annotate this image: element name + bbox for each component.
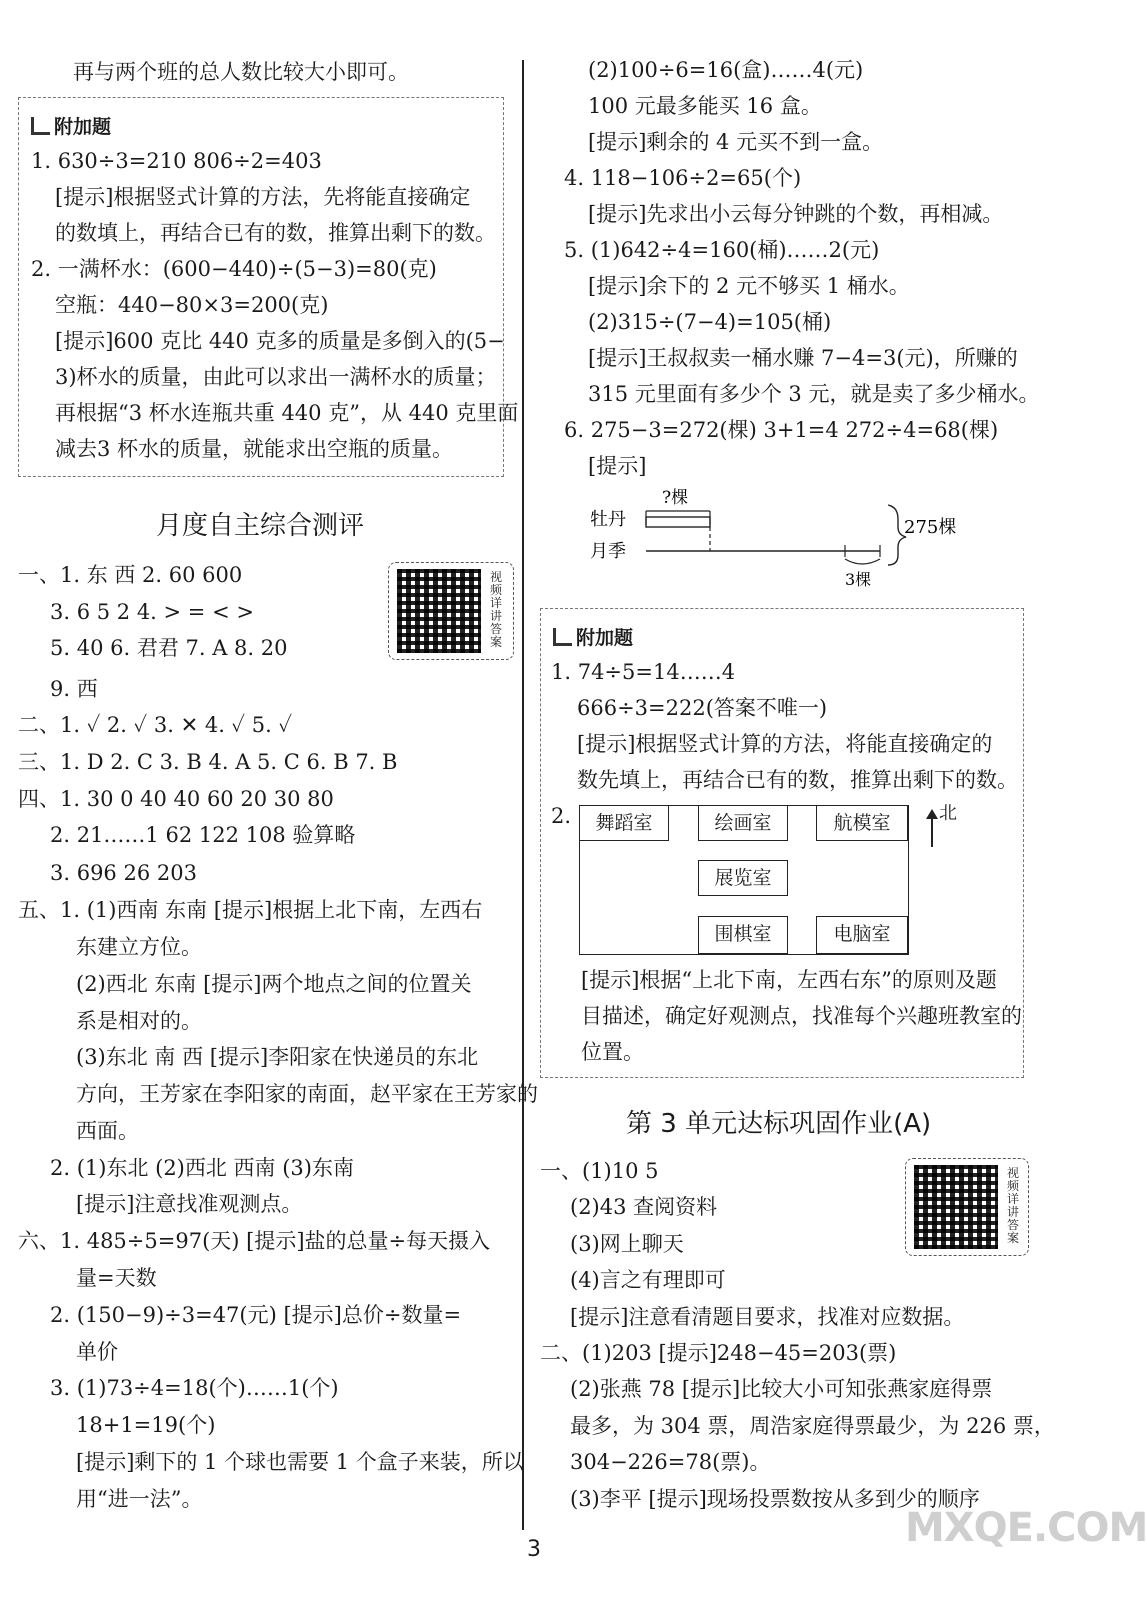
answer-line: 系是相对的。 (76, 1009, 202, 1033)
answer-line: 量=天数 (76, 1266, 157, 1290)
section-title-2: 第 3 单元达标巩固作业(A) (626, 1109, 932, 1139)
diagram-label-peony: 牡丹 (590, 509, 626, 530)
text-line: 4. 118−106÷2=65(个) (564, 166, 802, 190)
text-line: [提示]根据“上北下南，左西右东”的原则及题 (581, 968, 997, 992)
text-line: 666÷3=222(答案不唯一) (577, 696, 828, 720)
text-line: [提示]剩余的 4 元买不到一盒。 (588, 130, 884, 154)
box-icon (553, 628, 572, 646)
answer-line: 2. (1)东北 (2)西北 西南 (3)东南 (50, 1156, 354, 1180)
qr-code-box-2[interactable] (905, 1158, 1029, 1256)
answer-line: (3)网上聊天 (570, 1232, 684, 1256)
answer-line: (2)西北 东南 [提示]两个地点之间的位置关 (76, 972, 472, 996)
north-label: 北 (939, 803, 957, 824)
answer-line: 2. (150−9)÷3=47(元) [提示]总价÷数量= (50, 1303, 462, 1327)
answer-line: 二、(1)203 [提示]248−45=203(票) (540, 1341, 897, 1365)
extra-question-box-2 (540, 608, 1024, 1078)
extra-question-title-2: 附加题 (553, 623, 633, 650)
answer-line: 西面。 (76, 1119, 139, 1143)
answer-line: 18+1=19(个) (76, 1413, 216, 1437)
answer-line: 一、(1)10 5 (540, 1159, 659, 1183)
answer-line: 5. 40 6. 君君 7. A 8. 20 (50, 636, 288, 660)
question-number: 2. (551, 804, 572, 828)
text-line: 315 元里面有多少个 3 元，就是卖了多少桶水。 (588, 382, 1040, 406)
text-line: (2)100÷6=16(盒)……4(元) (588, 58, 864, 82)
text-line: 1. 74÷5=14……4 (551, 660, 736, 684)
text-line: [提示]王叔叔卖一桶水赚 7−4=3(元)，所赚的 (588, 346, 1018, 370)
answer-line: 四、1. 30 0 40 40 60 20 30 80 (18, 787, 334, 811)
page-number: 3 (527, 1537, 541, 1562)
answer-line: [提示]注意看清题目要求，找准对应数据。 (570, 1305, 965, 1329)
room-painting: 绘画室 (698, 805, 788, 841)
text-line: 再根据“3 杯水连瓶共重 440 克”，从 440 克里面 (55, 401, 519, 425)
text-line: 空瓶：440−80×3=200(克) (55, 293, 329, 317)
answer-line: 东建立方位。 (76, 935, 202, 959)
text-line: 位置。 (581, 1040, 644, 1064)
classroom-map (579, 805, 909, 955)
room-exhibition: 展览室 (698, 860, 788, 896)
answer-line: 3. 696 26 203 (50, 861, 197, 885)
answer-line: 五、1. (1)西南 东南 [提示]根据上北下南，左西右 (18, 898, 483, 922)
text-line: 再与两个班的总人数比较大小即可。 (73, 60, 409, 84)
answer-line: (3)东北 南 西 [提示]李阳家在快递员的东北 (76, 1045, 479, 1069)
answer-line: 三、1. D 2. C 3. B 4. A 5. C 6. B 7. B (18, 750, 398, 774)
room-model: 航模室 (816, 805, 908, 841)
text-line: [提示]根据竖式计算的方法，将能直接确定的 (577, 732, 993, 756)
answer-line: (4)言之有理即可 (570, 1268, 726, 1292)
answer-line: 3. 6 5 2 4. > = < > (50, 600, 254, 624)
text-line: [提示]根据竖式计算的方法，先将能直接确定 (55, 185, 471, 209)
answer-line: [提示]注意找准观测点。 (76, 1192, 303, 1216)
answer-line: 3. (1)73÷4=18(个)……1(个) (50, 1376, 339, 1400)
answer-line: 9. 西 (50, 677, 98, 701)
text-line: [提示] (588, 454, 647, 478)
text-line: 1. 630÷3=210 806÷2=403 (31, 149, 322, 173)
answer-line: [提示]剩下的 1 个球也需要 1 个盒子来装，所以 (76, 1450, 524, 1474)
text-line: 100 元最多能买 16 盒。 (588, 94, 822, 118)
text-line: [提示]余下的 2 元不够买 1 桶水。 (588, 274, 910, 298)
room-computer: 电脑室 (816, 916, 908, 954)
text-line: 的数填上，再结合已有的数，推算出剩下的数。 (55, 221, 496, 245)
diagram-label-total: 275棵 (904, 517, 957, 538)
text-line: 减去3 杯水的质量，就能求出空瓶的质量。 (55, 437, 454, 461)
watermark: MXQE.COM (905, 1505, 1147, 1551)
diagram-label-rose: 月季 (590, 541, 626, 562)
answer-line: 304−226=78(票)。 (570, 1450, 771, 1474)
text-line: 3)杯水的质量，由此可以求出一满杯水的质量； (55, 365, 497, 389)
text-line: 数先填上，再结合已有的数，推算出剩下的数。 (577, 768, 1018, 792)
answer-line: 最多，为 304 票，周浩家庭得票最少，为 226 票， (570, 1414, 1055, 1438)
answer-line: 方向，王芳家在李阳家的南面，赵平家在王芳家的 (76, 1082, 538, 1106)
answer-line: 二、1. ✓ 2. ✓ 3. ✕ 4. ✓ 5. ✓ (18, 713, 293, 737)
column-divider (522, 60, 524, 1530)
text-line: 2. 一满杯水：(600−440)÷(5−3)=80(克) (31, 257, 437, 281)
text-line: 5. (1)642÷4=160(桶)……2(元) (564, 238, 880, 262)
qr-code-icon (397, 569, 481, 653)
diagram-label-diff: 3棵 (845, 570, 872, 589)
extra-question-title: 附加题 (31, 112, 111, 139)
answer-line: (2)张燕 78 [提示]比较大小可知张燕家庭得票 (570, 1377, 993, 1401)
qr-code-box[interactable] (388, 562, 514, 660)
brace-bottom (845, 559, 880, 564)
box-icon (31, 117, 50, 135)
qr-code-icon (914, 1165, 998, 1249)
text-line: 6. 275−3=272(棵) 3+1=4 272÷4=68(棵) (564, 418, 999, 442)
answer-line: 单价 (76, 1340, 118, 1364)
extra-question-box (18, 97, 519, 477)
answer-line: 用“进一法”。 (76, 1487, 203, 1511)
answer-line: (2)43 查阅资料 (570, 1195, 718, 1219)
answer-line: 2. 21……1 62 122 108 验算略 (50, 823, 356, 847)
diagram-label-unknown: ?棵 (662, 488, 689, 508)
section-title: 月度自主综合测评 (156, 511, 365, 541)
qr-label: 视频详讲答案 (1006, 1166, 1019, 1245)
room-dance: 舞蹈室 (579, 805, 669, 841)
text-line: (2)315÷(7−4)=105(桶) (588, 310, 832, 334)
peony-segment (646, 517, 710, 527)
answer-line: (3)李平 [提示]现场投票数按从多到少的顺序 (570, 1487, 980, 1511)
qr-label: 视频详讲答案 (489, 570, 502, 649)
room-go: 围棋室 (698, 916, 788, 954)
text-line: 目描述，确定好观测点，找准每个兴趣班教室的 (581, 1004, 1022, 1028)
answer-line: 一、1. 东 西 2. 60 600 (18, 563, 243, 587)
segment-diagram (580, 485, 1020, 595)
answer-line: 六、1. 485÷5=97(天) [提示]盐的总量÷每天摄入 (18, 1229, 491, 1253)
text-line: [提示]600 克比 440 克多的质量是多倒入的(5− (55, 329, 505, 353)
text-line: [提示]先求出小云每分钟跳的个数，再相减。 (588, 202, 1004, 226)
